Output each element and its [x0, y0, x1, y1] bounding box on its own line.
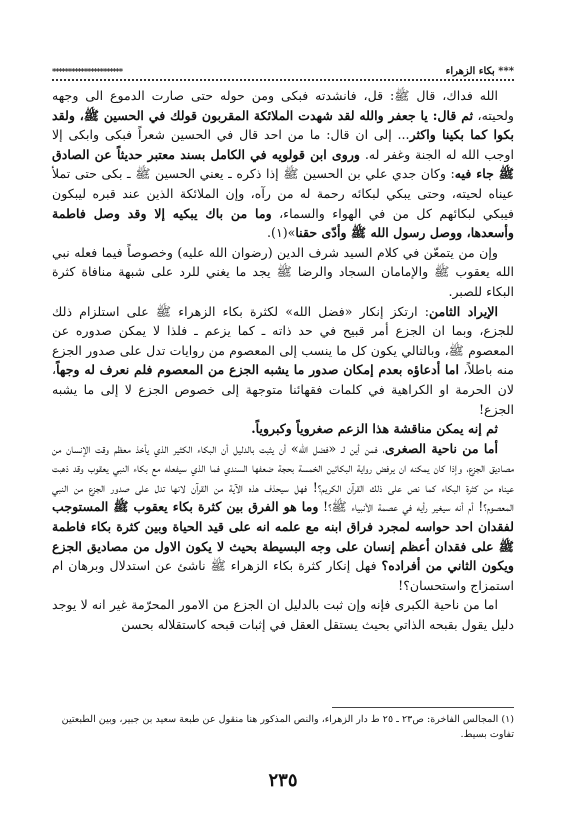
- paragraph-segment: ، لان الحرمة او الكراهية في كلمات فقهائنا متوجهة إلى خصوص الجزع لا إلى ما يشبه الجزع!: [52, 362, 514, 417]
- paragraph-segment: ، فمن أين لـ «فضل الله» أن يثبت بالدليل أن البكاء الكثير الذي يأخذ معظم وقت الإنسان من مصاديق الجزع، وإذا كان يمكنه ان يرفض رواية البكائين الخمسة بحجة ضعفها السندي فما الذي سيفعله مع بكاء النبي يعقوب وقد ذهبت عيناه من كثرة البكاء كما نص على ذلك القرآن الكريم؟! فهل سيحذف هذه الآية من القرآن لانها تدل على صدور الجزع من النبي المعصوم؟! أم أنه سيغير رأيه في عصمة الأنبياء ﷺ؟!: [52, 440, 514, 515]
- paragraph: [52, 595, 514, 634]
- paragraph-segment: اما من ناحية الكبرى فإنه وإن ثبت بالدليل ان الجزع من الامور المحرّمة غير انه لا يوجد دليل يقول بقبحه الذاتي بحيث يستقل العقل في إثبات قبحه كاستقلاله بحسن: [52, 597, 514, 633]
- paragraph: [52, 86, 514, 243]
- running-title: بكاء الزهراء: [445, 66, 495, 77]
- paragraph-segment-bold: ثم قال: يا جعفر والله لقد شهدت الملائكة المقربون قولك في الحسين ﷺ، ولقد بكوا كما بكينا واكثر: [52, 107, 514, 143]
- footnote-line: تفاوت بسيط.: [460, 729, 514, 740]
- paragraph-segment: : وكان جدي علي بن الحسين ﷺ إذا ذكره ـ يعني الحسين ﷺ ـ بكى حتى تملأ عيناه لحيته، وحتى يبكي لبكائه رحمة له من رآه، وإن الملائكة الذين عند قبره ليبكون فيبكي لبكائهم كل من في الهواء والسماء،: [52, 166, 514, 221]
- paragraph-segment: ... إلى ان قال: ما من احد قال في الحسين شعراً فبكى وابكى إلا اوجب الله له الجنة وغفر له.: [52, 127, 514, 162]
- body-text: [52, 86, 514, 635]
- footnote: [52, 712, 514, 742]
- paragraph-segment-bold: ثم إنه يمكن مناقشة هذا الزعم صغروياً وكبروياً.: [251, 421, 498, 437]
- paragraph: [52, 302, 514, 420]
- paragraph-segment: الله فداك، قال ﷺ: قل، فانشدته فبكى ومن حوله حتى صارت الدموع الى وجهه ولحيته،: [52, 88, 515, 123]
- header-ornament-left: **********************: [52, 66, 123, 76]
- paragraph-heading: أما من ناحية الصغرى: [384, 440, 499, 456]
- paragraph-segment: »(١).: [267, 225, 296, 241]
- footnote-line: (١) المجالس الفاخرة: ص٢٣ ـ ٢٥ ط دار الزهراء، والنص المذكور هنا منقول عن طبعة سعيد بن جبير، وبين الطبعتين: [61, 714, 514, 725]
- page-number: ٢٣٥: [268, 770, 298, 791]
- paragraph-segment: وإن من يتمعّن في كلام السيد شرف الدين (رضوان الله عليه) وخصوصاً فيما فعله نبي الله يعقوب ﷺ والإمامان السجاد والرضا ﷺ يجد ما يغني للرد على شبهة منافاة كثرة البكاء للصبر.: [52, 244, 514, 299]
- running-title-group: [446, 66, 514, 77]
- paragraph: [52, 419, 514, 439]
- paragraph-segment: : ارتكز إنكار «فضل الله» لكثرة بكاء الزهراء ﷺ على استلزام ذلك للجزع، وبما ان الجزع أمر قبيح في حد ذاته ـ كما يزعم ـ فلذا لا يمكن صدوره عن المعصوم ﷺ، وبالتالي يكون كل ما ينسب إلى المعصوم من روايات تدل على صدور الجزع منه باطلاً،: [52, 303, 515, 378]
- paragraph-segment-bold: وروى ابن قولويه في الكامل بسند معتبر حديثاً عن الصادق ﷺ جاء فيه: [52, 146, 515, 182]
- paragraph-segment-bold: وما هو الفرق بين كثرة بكاء يعقوب ﷺ المستوجب لفقدان احد حواسه لمجرد فراق ابنه مع علمه انه على قيد الحياة وبين كثرة بكاء فاطمة ﷺ على فقدان أعظم إنسان على وجه البسيطة بحيث لا يكون الاول من مصاديق الجزع ويكون الثاني من أفراده؟: [52, 499, 514, 574]
- header-ornament-right: ***: [498, 66, 514, 77]
- footnote-rule: [332, 707, 514, 708]
- running-header: [52, 66, 514, 80]
- paragraph: [52, 243, 514, 302]
- paragraph-segment-bold: اما أدعاؤه بعدم إمكان صدور ما يشبه الجزع من المعصوم فلم نعرف له وجهاً: [56, 362, 460, 378]
- header-rule: [52, 79, 514, 81]
- paragraph: [52, 439, 514, 596]
- paragraph-segment: فهل إنكار كثرة بكاء الزهراء ﷺ ناشئ عن استدلال وبرهان ام استمزاج واستحسان؟!: [52, 558, 514, 593]
- paragraph-heading: الإيراد الثامن: [428, 303, 499, 319]
- paragraph-segment-bold: وما من باك يبكيه إلا وقد وصل فاطمة وأسعدها، ووصل رسول الله ﷺ وأدّى حقنا: [52, 205, 514, 241]
